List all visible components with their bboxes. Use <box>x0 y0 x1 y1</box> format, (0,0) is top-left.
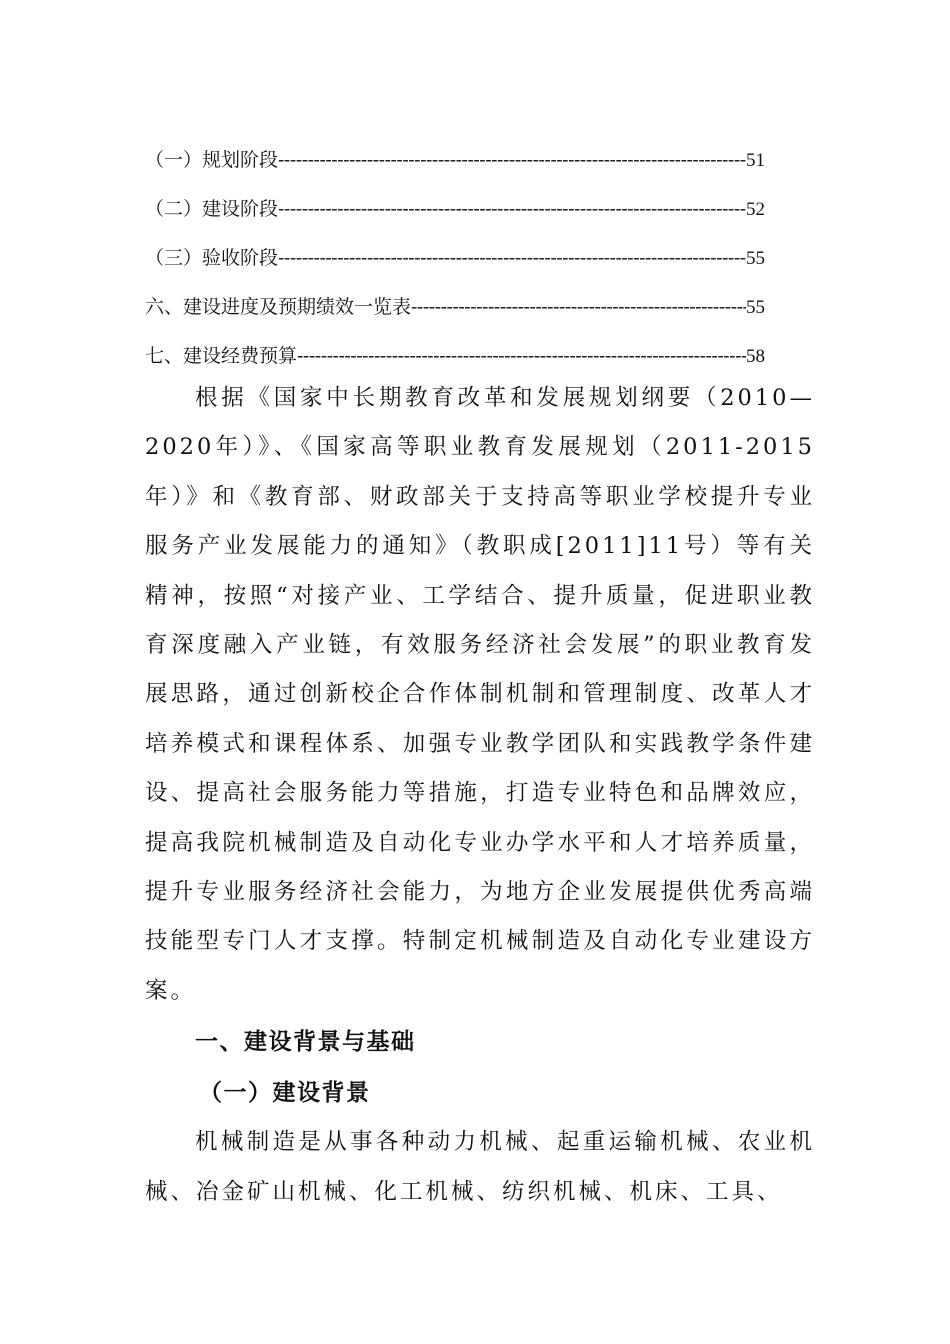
table-of-contents <box>145 136 765 381</box>
toc-entry-page: 58 <box>746 346 765 367</box>
toc-leader-dashes <box>278 151 746 170</box>
toc-entry-planning[interactable] <box>145 136 765 185</box>
toc-entry-label: （三）验收阶段 <box>145 247 279 269</box>
toc-entry-page: 52 <box>746 199 765 220</box>
toc-entry-page: 55 <box>746 297 765 318</box>
toc-leader-dashes <box>278 200 746 219</box>
background-paragraph: 机械制造是从事各种动力机械、起重运输机械、农业机械、冶金矿山机械、化工机械、纺织机械、机床、工具、 <box>145 1129 815 1205</box>
toc-entry-label: 七、建设经费预算 <box>145 345 298 367</box>
subsection-heading: （一）建设背景 <box>199 1079 371 1107</box>
section-heading: 一、建设背景与基础 <box>195 1028 416 1056</box>
toc-entry-schedule[interactable] <box>145 283 765 332</box>
toc-entry-acceptance[interactable] <box>145 234 765 283</box>
toc-leader-dashes <box>297 347 746 366</box>
intro-paragraph: 根据《国家中长期教育改革和发展规划纲要（2010—2020年）》、《国家高等职业教育发展规划（2011-2015年）》和《教育部、财政部关于支持高等职业学校提升专业服务产业发展能力的通知》（教职成[2011]11号）等有关精神，按照“对接产业、工学结合、提升质量，促进职业教育深度融入产业链，有效服务经济社会发展”的职业教育发展思路，通过创新校企合作体制机制和管理制度、改革人才培养模式和课程体系、加强专业教学团队和实践教学条件建设、提高社会服务能力等措施，打造专业特色和品牌效应，提高我院机械制造及自动化专业办学水平和人才培养质量，提升专业服务经济社会能力，为地方企业发展提供优秀高端技能型专门人才支撑。特制定机械制造及自动化专业建设方案。 <box>145 385 815 1004</box>
toc-entry-label: （二）建设阶段 <box>145 198 279 220</box>
toc-entry-label: 六、建设进度及预期绩效一览表 <box>145 296 412 318</box>
document-body <box>145 374 815 1217</box>
toc-entry-label: （一）规划阶段 <box>145 149 279 171</box>
toc-entry-page: 55 <box>746 248 765 269</box>
toc-entry-page: 51 <box>746 150 765 171</box>
toc-leader-dashes <box>411 298 746 317</box>
toc-leader-dashes <box>278 249 746 268</box>
toc-entry-construction[interactable] <box>145 185 765 234</box>
